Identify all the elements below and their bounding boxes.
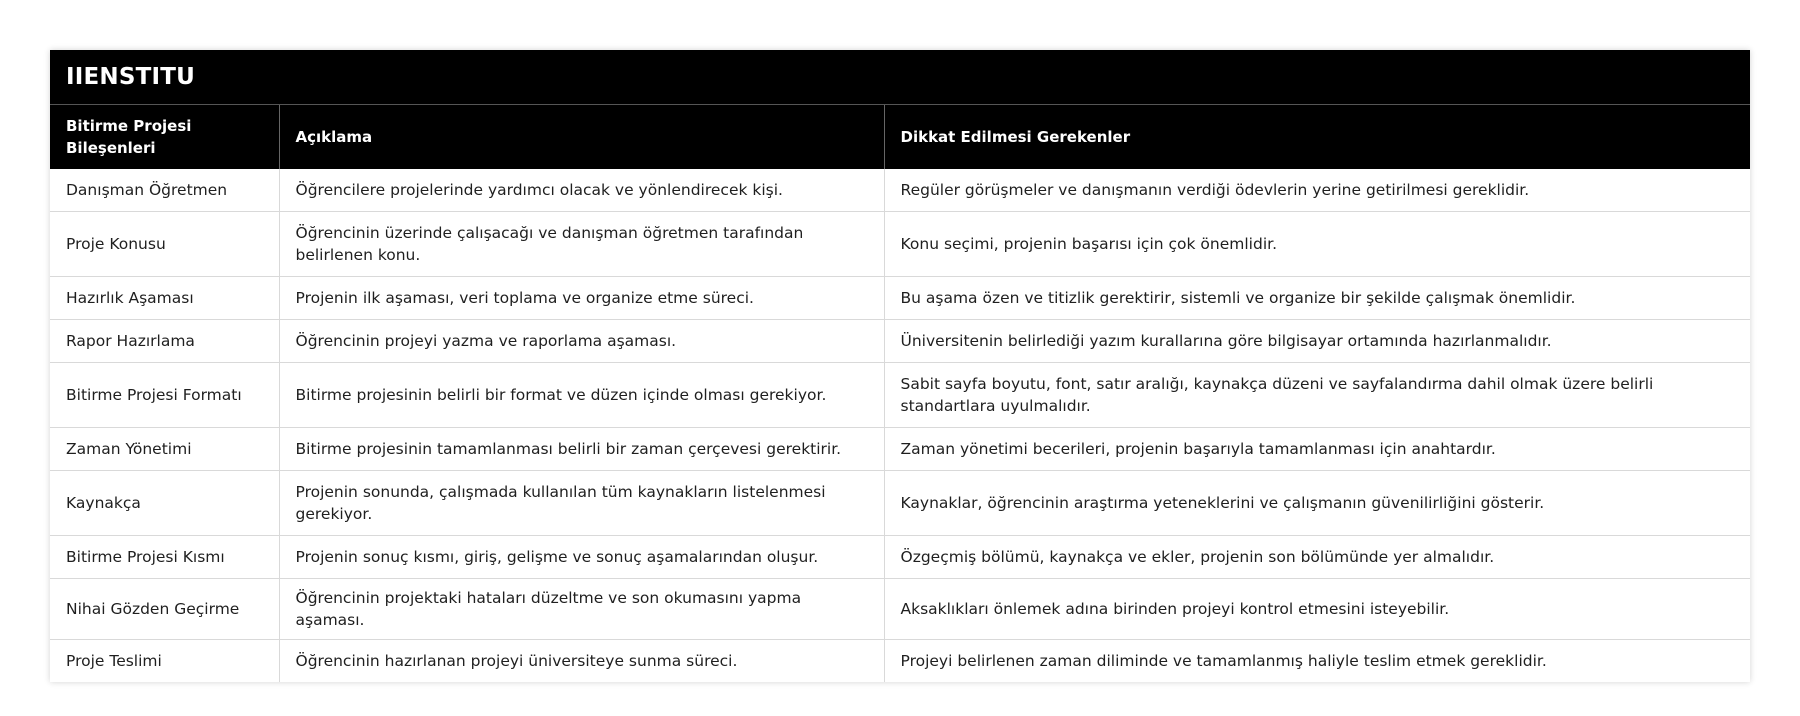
cell-component: Zaman Yönetimi (50, 428, 279, 471)
column-header-notes: Dikkat Edilmesi Gerekenler (884, 105, 1750, 169)
table-row (50, 363, 1750, 428)
cell-description: Öğrencinin projektaki hataları düzeltme ve son okumasını yapma aşaması. (279, 579, 884, 640)
table-row (50, 536, 1750, 579)
table-row (50, 169, 1750, 212)
column-header-description: Açıklama (279, 105, 884, 169)
cell-component: Bitirme Projesi Formatı (50, 363, 279, 428)
cell-notes: Üniversitenin belirlediği yazım kurallarına göre bilgisayar ortamında hazırlanmalıdır. (884, 320, 1750, 363)
table-row (50, 277, 1750, 320)
cell-component: Proje Teslimi (50, 640, 279, 683)
cell-description: Projenin sonuç kısmı, giriş, gelişme ve sonuç aşamalarından oluşur. (279, 536, 884, 579)
cell-notes: Sabit sayfa boyutu, font, satır aralığı, kaynakça düzeni ve sayfalandırma dahil olmak üzere belirli standartlara uyulmalıdır. (884, 363, 1750, 428)
header-row (50, 105, 1750, 169)
table-body (50, 169, 1750, 682)
cell-component: Kaynakça (50, 471, 279, 536)
cell-notes: Kaynaklar, öğrencinin araştırma yeteneklerini ve çalışmanın güvenilirliğini gösterir. (884, 471, 1750, 536)
cell-notes: Bu aşama özen ve titizlik gerektirir, sistemli ve organize bir şekilde çalışmak önemlidir. (884, 277, 1750, 320)
table-row (50, 428, 1750, 471)
table-row (50, 212, 1750, 277)
brand-title: IIENSTITU (50, 50, 1750, 105)
info-table-card (50, 50, 1750, 682)
cell-component: Proje Konusu (50, 212, 279, 277)
table-row (50, 320, 1750, 363)
components-table (50, 105, 1750, 682)
table-row (50, 640, 1750, 683)
cell-component: Bitirme Projesi Kısmı (50, 536, 279, 579)
column-header-components: Bitirme Projesi Bileşenleri (50, 105, 279, 169)
cell-component: Rapor Hazırlama (50, 320, 279, 363)
cell-description: Bitirme projesinin tamamlanması belirli bir zaman çerçevesi gerektirir. (279, 428, 884, 471)
cell-notes: Zaman yönetimi becerileri, projenin başarıyla tamamlanması için anahtardır. (884, 428, 1750, 471)
cell-description: Öğrencinin projeyi yazma ve raporlama aşaması. (279, 320, 884, 363)
cell-description: Projenin ilk aşaması, veri toplama ve organize etme süreci. (279, 277, 884, 320)
table-row (50, 471, 1750, 536)
cell-component: Nihai Gözden Geçirme (50, 579, 279, 640)
cell-notes: Projeyi belirlenen zaman diliminde ve tamamlanmış haliyle teslim etmek gereklidir. (900, 652, 1547, 670)
cell-component: Hazırlık Aşaması (50, 277, 279, 320)
cell-description: Projenin sonunda, çalışmada kullanılan tüm kaynakların listelenmesi gerekiyor. (279, 471, 884, 536)
cell-notes: Konu seçimi, projenin başarısı için çok önemlidir. (884, 212, 1750, 277)
cell-description: Öğrencinin hazırlanan projeyi üniversiteye sunma süreci. (279, 640, 884, 683)
cell-description: Öğrencilere projelerinde yardımcı olacak ve yönlendirecek kişi. (279, 169, 884, 212)
cell-notes: Özgeçmiş bölümü, kaynakça ve ekler, projenin son bölümünde yer almalıdır. (884, 536, 1750, 579)
table-row (50, 579, 1750, 640)
table-header (50, 105, 1750, 169)
cell-description: Bitirme projesinin belirli bir format ve düzen içinde olması gerekiyor. (279, 363, 884, 428)
cell-component: Danışman Öğretmen (50, 169, 279, 212)
cell-notes: Aksaklıkları önlemek adına birinden projeyi kontrol etmesini isteyebilir. (884, 579, 1750, 640)
cell-description: Öğrencinin üzerinde çalışacağı ve danışman öğretmen tarafından belirlenen konu. (279, 212, 884, 277)
cell-notes: Regüler görüşmeler ve danışmanın verdiği ödevlerin yerine getirilmesi gereklidir. (884, 169, 1750, 212)
